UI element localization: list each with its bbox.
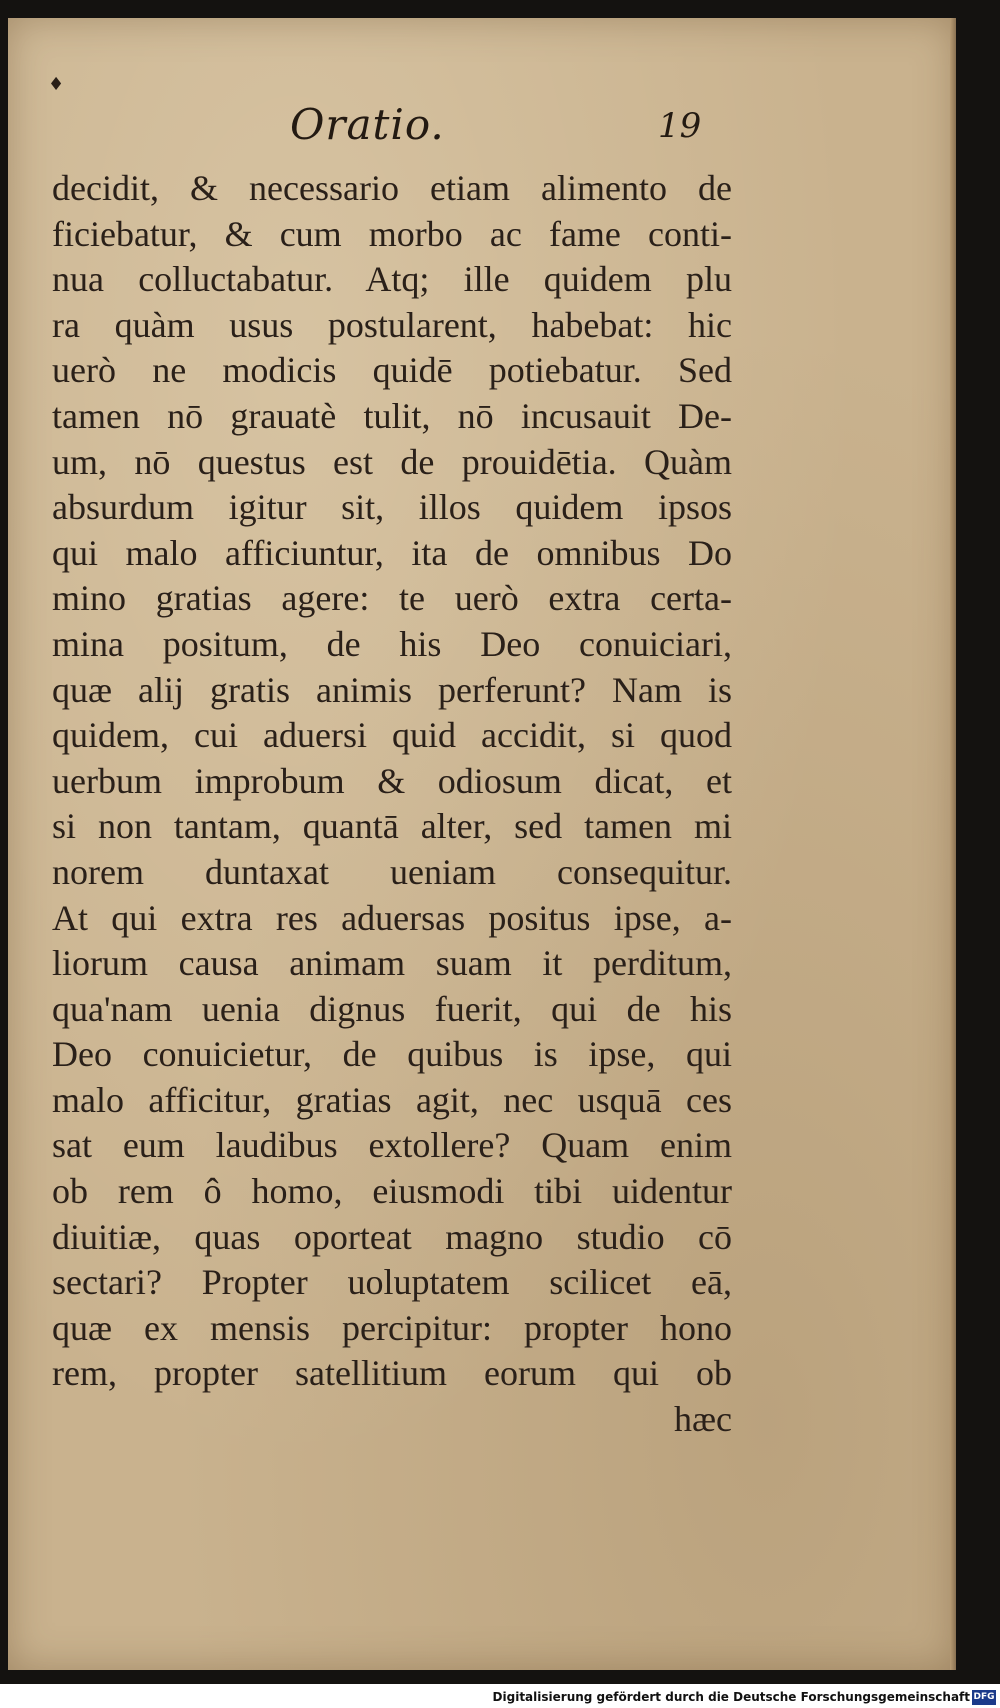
text-line: absurdum igitur sit, illos quidem ipsos (52, 487, 732, 528)
page-number: 19 (658, 106, 702, 146)
text-line: decidit, & necessario etiam alimento de (52, 168, 732, 208)
body-text (52, 166, 732, 1443)
text-line: diuitiæ, quas oporteat magno studio cō (52, 1216, 732, 1257)
text-line: At qui extra res aduersas positus ipse, a- (52, 897, 732, 938)
text-line: qua'nam uenia dignus fuerit, qui de his (52, 988, 732, 1029)
text-line: ficiebatur, & cum morbo ac fame conti- (52, 213, 732, 254)
text-line: um, nō questus est de prouidētia. Quàm (52, 441, 732, 482)
text-line: mina positum, de his Deo conuiciari, (52, 623, 732, 664)
text-line: malo afficitur, gratias agit, nec usquā ces (52, 1079, 732, 1120)
text-line: quidem, cui aduersi quid accidit, si quod (52, 715, 732, 756)
text-line: Deo conuicietur, de quibus is ipse, qui (52, 1034, 732, 1075)
catchword: hæc (674, 1399, 732, 1440)
text-line: quæ ex mensis percipitur: propter hono (52, 1307, 732, 1348)
corner-mark: ♦ (48, 74, 65, 95)
text-line: uerò ne modicis quidē potiebatur. Sed (52, 350, 732, 391)
running-title: Oratio. (290, 100, 445, 149)
page-edge (950, 18, 956, 1670)
text-line: uerbum improbum & odiosum dicat, et (52, 760, 732, 801)
text-line: norem duntaxat ueniam consequitur. (52, 851, 732, 892)
text-line: quæ alij gratis animis perferunt? Nam is (52, 669, 732, 710)
text-line: liorum causa animam suam it perditum, (52, 943, 732, 984)
footer-bar (0, 1684, 1000, 1708)
text-line: tamen nō grauatè tulit, nō incusauit De- (52, 395, 732, 436)
text-line: qui malo afficiuntur, ita de omnibus Do (52, 532, 732, 573)
text-line: si non tantam, quantā alter, sed tamen mi (52, 806, 732, 847)
text-line: ob rem ô homo, eiusmodi tibi uidentur (52, 1171, 732, 1212)
running-head (8, 100, 956, 160)
text-line: mino gratias agere: te uerò extra certa- (52, 578, 732, 619)
text-line: nua colluctabatur. Atq; ille quidem plu (52, 259, 732, 300)
text-line: sectari? Propter uoluptatem scilicet eā, (52, 1262, 732, 1303)
text-line: sat eum laudibus extollere? Quam enim (52, 1125, 732, 1166)
footer-credit: Digitalisierung gefördert durch die Deutsche Forschungsgemeinschaft (492, 1690, 970, 1704)
book-page (8, 18, 956, 1670)
dfg-logo: DFG (972, 1690, 996, 1705)
text-line: ra quàm usus postularent, habebat: hic (52, 304, 732, 345)
text-line: rem, propter satellitium eorum qui ob (52, 1353, 732, 1394)
